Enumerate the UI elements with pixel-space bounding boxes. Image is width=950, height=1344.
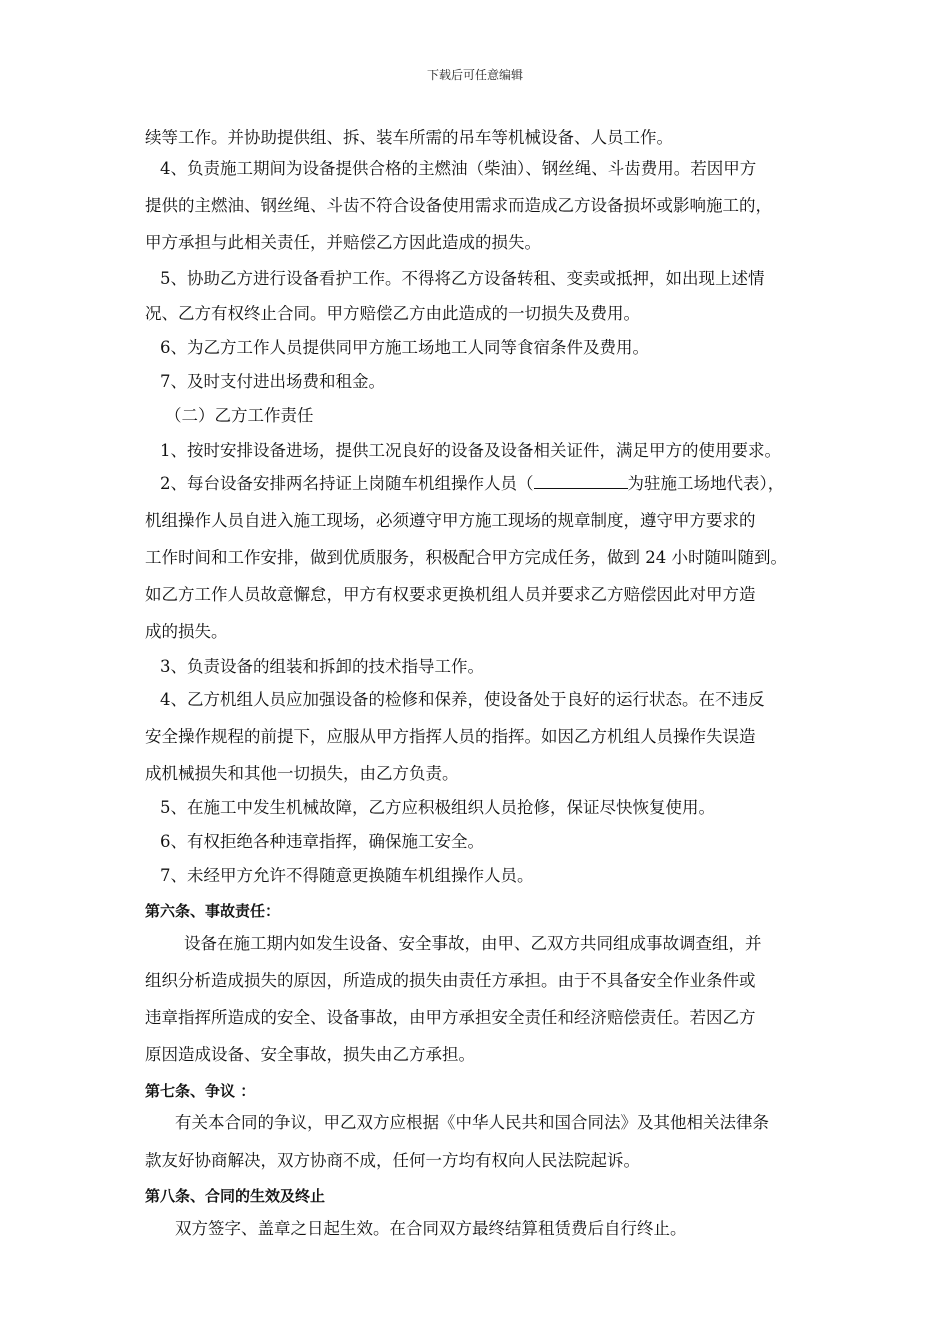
text-line: 组织分析造成损失的原因，所造成的损失由责任方承担。由于不具备安全作业条件或 (145, 971, 756, 990)
article-heading: 第六条、事故责任： (145, 902, 281, 920)
text-line: 双方签字、盖章之日起生效。在合同双方最终结算租赁费后自行终止。 (175, 1219, 687, 1238)
text-line: 4、负责施工期间为设备提供合格的主燃油（柴油）、钢丝绳、斗齿费用。若因甲方 (160, 159, 757, 178)
article-heading: 第八条、合同的生效及终止 (145, 1187, 326, 1205)
section-subtitle: （二）乙方工作责任 (165, 406, 314, 425)
text-line: 3、负责设备的组装和拆卸的技术指导工作。 (160, 657, 484, 676)
article-heading: 第七条、争议 ： (145, 1082, 256, 1100)
text-line: 机组操作人员自进入施工现场，必须遵守甲方施工现场的规章制度，遵守甲方要求的 (145, 511, 756, 530)
text-line: 6、为乙方工作人员提供同甲方施工场地工人同等食宿条件及费用。 (160, 338, 649, 357)
text-line: 有关本合同的争议，甲乙双方应根据《中华人民共和国合同法》及其他相关法律条 (175, 1113, 769, 1132)
text-line: 2、每台设备安排两名持证上岗随车机组操作人员（ 为驻施工场地代表）， (160, 474, 785, 493)
text-line: 安全操作规程的前提下，应服从甲方指挥人员的指挥。如因乙方机组人员操作失误造 (145, 727, 756, 746)
text-line: 款友好协商解决，双方协商不成，任何一方均有权向人民法院起诉。 (145, 1151, 640, 1170)
text-line: 成机械损失和其他一切损失，由乙方负责。 (145, 764, 459, 783)
text-line: 工作时间和工作安排，做到优质服务，积极配合甲方完成任务，做到 24 小时随叫随到。 (145, 548, 787, 567)
text-line: 6、有权拒绝各种违章指挥，确保施工安全。 (160, 832, 484, 851)
fill-in-blank (534, 473, 628, 489)
text-line: 如乙方工作人员故意懈怠，甲方有权要求更换机组人员并要求乙方赔偿因此对甲方造 (145, 585, 756, 604)
text-line: 续等工作。并协助提供组、拆、装车所需的吊车等机械设备、人员工作。 (145, 128, 673, 147)
text-line: 提供的主燃油、钢丝绳、斗齿不符合设备使用需求而造成乙方设备损坏或影响施工的， (145, 196, 772, 215)
text-line: 7、未经甲方允许不得随意更换随车机组操作人员。 (160, 866, 534, 885)
text-line: 1、按时安排设备进场，提供工况良好的设备及设备相关证件，满足甲方的使用要求。 (160, 441, 781, 460)
text-line: 设备在施工期内如发生设备、安全事故，由甲、乙双方共同组成事故调查组，并 (184, 934, 762, 953)
text-line: 甲方承担与此相关责任，并赔偿乙方因此造成的损失。 (145, 233, 541, 252)
page-header: 下载后可任意编辑 (426, 68, 523, 82)
text-line: 5、在施工中发生机械故障，乙方应积极组织人员抢修，保证尽快恢复使用。 (160, 798, 715, 817)
text-line: 7、及时支付进出场费和租金。 (160, 372, 385, 391)
text-line: 4、乙方机组人员应加强设备的检修和保养，使设备处于良好的运行状态。在不违反 (160, 690, 765, 709)
text-line: 成的损失。 (145, 622, 228, 641)
text-line: 原因造成设备、安全事故，损失由乙方承担。 (145, 1045, 475, 1064)
text-line: 违章指挥所造成的安全、设备事故，由甲方承担安全责任和经济赔偿责任。若因乙方 (145, 1008, 756, 1027)
text-line: 5、协助乙方进行设备看护工作。不得将乙方设备转租、变卖或抵押，如出现上述情 (160, 269, 765, 288)
text-line: 况、乙方有权终止合同。甲方赔偿乙方由此造成的一切损失及费用。 (145, 304, 640, 323)
